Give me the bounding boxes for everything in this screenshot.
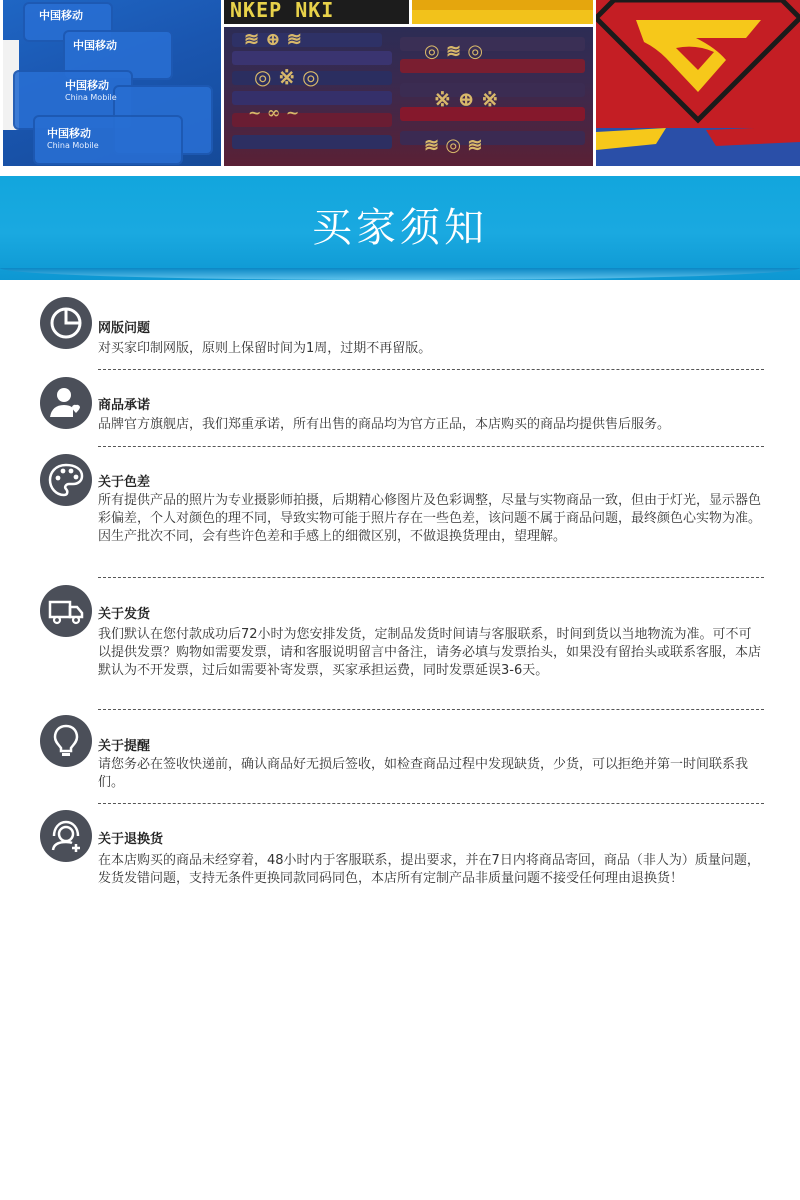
section-body: 品牌官方旗舰店，我们郑重承诺，所有出售的商品均为官方正品，本店购买的商品均提供售后服务。 <box>98 417 671 432</box>
dashed-divider <box>98 803 764 804</box>
product-photo-strip <box>0 0 800 168</box>
photo-blue-shirts: 中国移动 中国移动 中国移动 China Mobile 中国移动 China Mobile <box>3 0 221 166</box>
photo-superman-shirt <box>596 0 800 166</box>
section-body: 在本店购买的商品未经穿着，48小时内于客服联系，提出要求，并在7日内将商品寄回，商品（非人为）质量问题，发货发错问题，支持无条件更换同款同码同色，本店所有定制产品非质量问题不接受任何理由退换货！ <box>98 853 760 886</box>
dashed-divider <box>98 446 764 447</box>
section-title: 关于退换货 <box>98 832 164 847</box>
banner-title: 买家须知 <box>312 205 488 251</box>
section-title: 关于提醒 <box>98 739 151 754</box>
section-title: 网版问题 <box>98 321 151 336</box>
dashed-divider <box>98 577 764 578</box>
photo-yellow-shirt <box>412 0 593 24</box>
palette-icon <box>40 454 92 506</box>
section-body: 我们默认在您付款成功后72小时为您安排发货，定制品发货时间请与客服联系，时间到货以当地物流为准。可不可以提供发票？购物如需要发票，请和客服说明留言中备注，请务必填与发票抬头，如果没有留抬头或联系客服，本店默认为不开发票，过后如需要补寄发票，买家承担运费，同时发票延误3-6天。 <box>98 627 762 678</box>
photo-black-shirt-print: NKEP NKI <box>224 0 409 24</box>
section-title: 关于色差 <box>98 475 151 490</box>
truck-icon <box>40 585 92 637</box>
section-title: 商品承诺 <box>98 398 151 413</box>
dashed-divider <box>98 709 764 710</box>
lightbulb-icon <box>40 715 92 767</box>
photo-folded-shirts-stack: ≋ ⊕ ≋ ◎ ※ ◎ ~ ∞ ~ ◎ ≋ ◎ ※ ⊕ ※ ≋ ◎ ≋ <box>224 27 593 166</box>
dashed-divider <box>98 369 764 370</box>
user-heart-icon <box>40 377 92 429</box>
section-body: 对买家印制网版，原则上保留时间为1周，过期不再留版。 <box>98 341 432 356</box>
section-title: 关于发货 <box>98 607 151 622</box>
pie-chart-icon <box>40 297 92 349</box>
customer-service-icon <box>40 810 92 862</box>
section-body: 所有提供产品的照片为专业摄影师拍摄，后期精心修图片及色彩调整，尽量与实物商品一致，但由于灯光，显示器色彩偏差，个人对颜色的理不同，导致实物可能于照片存在一些色差，该问题不属于商品问题，最终颜色心实物为准。 因生产批次不同，会有些许色差和手感上的细微区别，不做退换货理由，望理解。 <box>98 493 762 544</box>
section-body: 请您务必在签收快递前，确认商品好无损后签收，如检查商品过程中发现缺货，少货，可以拒绝并第一时间联系我们。 <box>98 757 749 790</box>
